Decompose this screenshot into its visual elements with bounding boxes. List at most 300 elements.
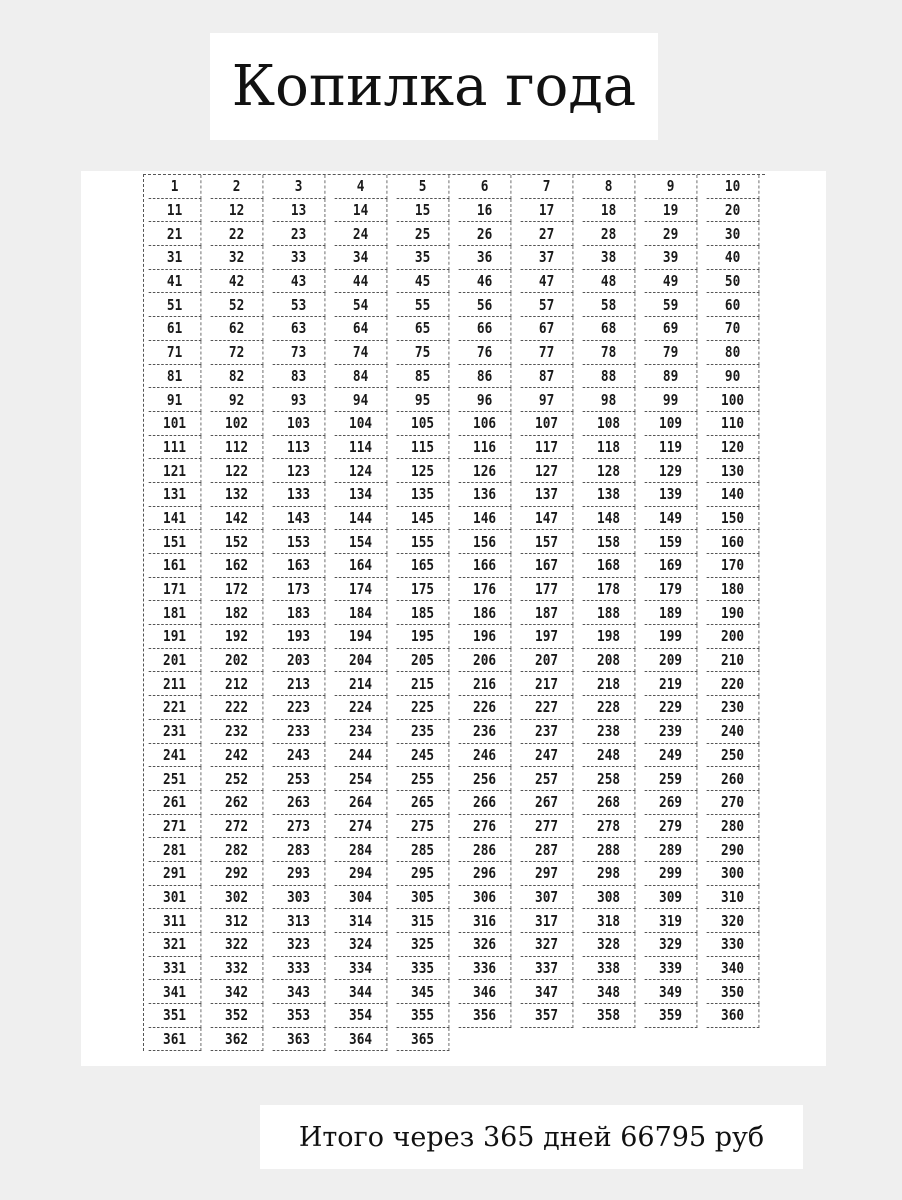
day-number: 191: [163, 627, 187, 646]
day-number: 45: [414, 272, 431, 291]
day-cell: [645, 483, 698, 507]
day-number: 312: [225, 911, 249, 930]
day-cell: [273, 649, 326, 673]
day-number: 97: [538, 390, 555, 409]
day-cell: [459, 578, 512, 602]
day-number: 120: [721, 437, 745, 456]
day-cell: [149, 483, 202, 507]
day-cell: [211, 199, 264, 223]
day-cell: [211, 270, 264, 294]
day-cell: [211, 1004, 264, 1028]
day-number: 360: [721, 1006, 745, 1025]
day-cell: [397, 838, 450, 862]
day-cell: [583, 317, 636, 341]
day-cell: [273, 578, 326, 602]
day-cell: [273, 1004, 326, 1028]
day-number: 298: [597, 864, 621, 883]
day-number: 105: [411, 414, 435, 433]
day-cell: [521, 838, 574, 862]
day-cell: [707, 696, 760, 720]
day-cell: [335, 293, 388, 317]
day-cell: [707, 317, 760, 341]
day-number: 92: [228, 390, 245, 409]
day-number: 361: [163, 1030, 187, 1049]
day-number: 90: [724, 366, 741, 385]
day-number: 318: [597, 911, 621, 930]
day-cell: [645, 720, 698, 744]
day-number: 295: [411, 864, 435, 883]
day-cell: [583, 696, 636, 720]
day-cell: [397, 957, 450, 981]
day-number: 219: [659, 674, 683, 693]
day-cell: [149, 744, 202, 768]
day-number: 293: [287, 864, 311, 883]
day-number: 190: [721, 603, 745, 622]
day-number: 266: [473, 793, 497, 812]
day-number: 127: [535, 461, 559, 480]
day-number: 33: [290, 248, 307, 267]
day-cell: [521, 791, 574, 815]
day-number: 101: [163, 414, 187, 433]
day-cell: [149, 957, 202, 981]
day-number: 252: [225, 769, 249, 788]
day-cell: [707, 436, 760, 460]
day-cell: [459, 625, 512, 649]
day-cell: [273, 862, 326, 886]
footer-banner: [260, 1105, 803, 1169]
day-cell: [273, 412, 326, 436]
day-cell: [273, 175, 326, 199]
day-number: 240: [721, 722, 745, 741]
day-number: 164: [349, 556, 373, 575]
day-cell: [459, 199, 512, 223]
day-cell: [583, 578, 636, 602]
day-cell: [149, 625, 202, 649]
day-number: 2: [232, 177, 241, 196]
day-number: 31: [166, 248, 183, 267]
day-number: 273: [287, 816, 311, 835]
day-number: 89: [662, 366, 679, 385]
day-cell: [149, 791, 202, 815]
day-number: 278: [597, 816, 621, 835]
day-number: 335: [411, 959, 435, 978]
day-cell: [335, 554, 388, 578]
title-banner: [210, 33, 658, 140]
day-number: 153: [287, 532, 311, 551]
day-number: 52: [228, 295, 245, 314]
day-number: 129: [659, 461, 683, 480]
day-number: 285: [411, 840, 435, 859]
day-number: 275: [411, 816, 435, 835]
day-number: 186: [473, 603, 497, 622]
day-number: 271: [163, 816, 187, 835]
day-cell: [521, 980, 574, 1004]
day-number: 189: [659, 603, 683, 622]
day-number: 232: [225, 722, 249, 741]
day-cell: [521, 341, 574, 365]
day-cell: [707, 459, 760, 483]
day-number: 322: [225, 935, 249, 954]
day-number: 163: [287, 556, 311, 575]
day-number: 146: [473, 508, 497, 527]
day-cell: [707, 980, 760, 1004]
day-number: 321: [163, 935, 187, 954]
day-number: 221: [163, 698, 187, 717]
day-number: 106: [473, 414, 497, 433]
day-number: 47: [538, 272, 555, 291]
day-cell: [149, 554, 202, 578]
day-cell: [211, 767, 264, 791]
day-cell: [397, 696, 450, 720]
day-cell: [273, 293, 326, 317]
day-number: 213: [287, 674, 311, 693]
day-cell: [335, 933, 388, 957]
day-number: 359: [659, 1006, 683, 1025]
day-cell: [707, 672, 760, 696]
day-cell: [583, 767, 636, 791]
day-number: 288: [597, 840, 621, 859]
day-number: 169: [659, 556, 683, 575]
day-cell: [583, 625, 636, 649]
day-number: 257: [535, 769, 559, 788]
day-number: 238: [597, 722, 621, 741]
day-number: 110: [721, 414, 745, 433]
day-cell: [707, 933, 760, 957]
day-number: 340: [721, 959, 745, 978]
day-cell: [707, 530, 760, 554]
day-number: 22: [228, 224, 245, 243]
day-number: 134: [349, 485, 373, 504]
day-number: 319: [659, 911, 683, 930]
day-number: 20: [724, 201, 741, 220]
day-number: 183: [287, 603, 311, 622]
day-cell: [335, 1028, 388, 1052]
day-number: 223: [287, 698, 311, 717]
day-number: 66: [476, 319, 493, 338]
day-cell: [211, 980, 264, 1004]
day-number: 193: [287, 627, 311, 646]
day-cell: [273, 933, 326, 957]
day-cell: [707, 175, 760, 199]
day-number: 333: [287, 959, 311, 978]
day-number: 115: [411, 437, 435, 456]
day-cell: [459, 1004, 512, 1028]
day-cell: [273, 507, 326, 531]
day-number: 304: [349, 887, 373, 906]
day-cell: [583, 815, 636, 839]
day-number: 297: [535, 864, 559, 883]
day-number: 326: [473, 935, 497, 954]
day-number: 61: [166, 319, 183, 338]
day-number: 70: [724, 319, 741, 338]
day-number: 126: [473, 461, 497, 480]
day-number: 139: [659, 485, 683, 504]
day-cell: [583, 246, 636, 270]
day-number: 316: [473, 911, 497, 930]
day-number: 206: [473, 651, 497, 670]
day-cell: [521, 436, 574, 460]
day-cell: [645, 317, 698, 341]
day-cell: [459, 696, 512, 720]
day-number: 150: [721, 508, 745, 527]
day-number: 23: [290, 224, 307, 243]
day-number: 46: [476, 272, 493, 291]
day-cell: [583, 791, 636, 815]
day-number: 262: [225, 793, 249, 812]
day-cell: [645, 649, 698, 673]
page-title: Копилка года: [231, 53, 637, 119]
day-number: 236: [473, 722, 497, 741]
day-number: 364: [349, 1030, 373, 1049]
day-number: 67: [538, 319, 555, 338]
day-cell: [335, 886, 388, 910]
day-number: 59: [662, 295, 679, 314]
day-number: 156: [473, 532, 497, 551]
day-cell: [521, 933, 574, 957]
day-number: 349: [659, 982, 683, 1001]
day-cell: [397, 601, 450, 625]
day-cell: [149, 909, 202, 933]
day-cell: [707, 909, 760, 933]
day-number: 209: [659, 651, 683, 670]
day-number: 40: [724, 248, 741, 267]
day-number: 264: [349, 793, 373, 812]
day-number: 187: [535, 603, 559, 622]
day-cell: [211, 317, 264, 341]
day-cell: [335, 365, 388, 389]
day-cell: [645, 365, 698, 389]
day-number: 332: [225, 959, 249, 978]
day-number: 165: [411, 556, 435, 575]
day-number: 54: [352, 295, 369, 314]
day-number: 24: [352, 224, 369, 243]
day-cell: [459, 222, 512, 246]
day-number: 259: [659, 769, 683, 788]
day-number: 141: [163, 508, 187, 527]
day-cell: [459, 980, 512, 1004]
day-number: 234: [349, 722, 373, 741]
day-number: 118: [597, 437, 621, 456]
day-cell: [397, 791, 450, 815]
day-cell: [149, 838, 202, 862]
day-number: 32: [228, 248, 245, 267]
day-cell: [645, 412, 698, 436]
day-cell: [149, 720, 202, 744]
day-number: 159: [659, 532, 683, 551]
day-number: 217: [535, 674, 559, 693]
day-cell: [521, 317, 574, 341]
day-number: 355: [411, 1006, 435, 1025]
day-cell: [645, 1004, 698, 1028]
day-cell: [211, 815, 264, 839]
day-cell: [583, 838, 636, 862]
day-number: 123: [287, 461, 311, 480]
day-cell: [459, 815, 512, 839]
day-cell: [707, 293, 760, 317]
day-cell: [707, 270, 760, 294]
day-number: 358: [597, 1006, 621, 1025]
day-number: 348: [597, 982, 621, 1001]
day-cell: [645, 530, 698, 554]
day-cell: [459, 672, 512, 696]
day-cell: [273, 246, 326, 270]
day-number: 62: [228, 319, 245, 338]
day-cell: [211, 388, 264, 412]
day-number: 179: [659, 580, 683, 599]
day-number: 302: [225, 887, 249, 906]
day-cell: [149, 412, 202, 436]
day-cell: [211, 175, 264, 199]
day-number: 210: [721, 651, 745, 670]
day-number: 246: [473, 745, 497, 764]
day-number: 250: [721, 745, 745, 764]
day-cell: [707, 601, 760, 625]
day-number: 317: [535, 911, 559, 930]
day-number: 64: [352, 319, 369, 338]
day-number: 197: [535, 627, 559, 646]
day-cell: [211, 649, 264, 673]
day-cell: [459, 530, 512, 554]
day-cell: [521, 554, 574, 578]
day-cell: [397, 744, 450, 768]
day-number: 224: [349, 698, 373, 717]
day-cell: [273, 909, 326, 933]
day-number: 87: [538, 366, 555, 385]
day-number: 308: [597, 887, 621, 906]
day-number: 160: [721, 532, 745, 551]
day-cell: [397, 222, 450, 246]
day-number: 124: [349, 461, 373, 480]
day-number: 57: [538, 295, 555, 314]
day-number: 100: [721, 390, 745, 409]
day-cell: [583, 459, 636, 483]
day-number: 350: [721, 982, 745, 1001]
day-number: 4: [356, 177, 365, 196]
day-number: 282: [225, 840, 249, 859]
day-cell: [459, 649, 512, 673]
day-number: 342: [225, 982, 249, 1001]
day-cell: [707, 862, 760, 886]
day-cell: [583, 554, 636, 578]
day-cell: [397, 815, 450, 839]
day-number: 330: [721, 935, 745, 954]
day-cell: [211, 744, 264, 768]
day-number: 49: [662, 272, 679, 291]
day-cell: [645, 886, 698, 910]
day-number: 76: [476, 343, 493, 362]
day-cell: [707, 341, 760, 365]
day-cell: [273, 791, 326, 815]
day-cell: [459, 293, 512, 317]
day-cell: [521, 507, 574, 531]
day-cell: [397, 199, 450, 223]
day-number: 225: [411, 698, 435, 717]
day-number: 102: [225, 414, 249, 433]
day-number: 345: [411, 982, 435, 1001]
day-number: 1: [170, 177, 179, 196]
day-cell: [335, 791, 388, 815]
day-cell: [707, 720, 760, 744]
day-number: 35: [414, 248, 431, 267]
day-cell: [521, 199, 574, 223]
day-cell: [149, 649, 202, 673]
day-cell: [149, 388, 202, 412]
day-number: 19: [662, 201, 679, 220]
day-cell: [335, 507, 388, 531]
day-cell: [273, 436, 326, 460]
day-cell: [211, 412, 264, 436]
day-cell: [335, 838, 388, 862]
day-number: 263: [287, 793, 311, 812]
day-number: 26: [476, 224, 493, 243]
day-cell: [273, 696, 326, 720]
day-number: 117: [535, 437, 559, 456]
day-number: 6: [480, 177, 489, 196]
day-cell: [707, 199, 760, 223]
day-cell: [335, 222, 388, 246]
day-number: 253: [287, 769, 311, 788]
day-cell: [707, 388, 760, 412]
day-number: 289: [659, 840, 683, 859]
day-number: 77: [538, 343, 555, 362]
day-number: 39: [662, 248, 679, 267]
day-number: 272: [225, 816, 249, 835]
day-cell: [273, 530, 326, 554]
day-number: 212: [225, 674, 249, 693]
day-cell: [645, 696, 698, 720]
day-cell: [397, 862, 450, 886]
day-cell: [273, 459, 326, 483]
day-cell: [397, 886, 450, 910]
day-number: 93: [290, 390, 307, 409]
day-cell: [397, 672, 450, 696]
day-number: 113: [287, 437, 311, 456]
day-cell: [335, 1004, 388, 1028]
day-number: 133: [287, 485, 311, 504]
day-cell: [645, 175, 698, 199]
day-number: 36: [476, 248, 493, 267]
day-number: 309: [659, 887, 683, 906]
day-cell: [273, 672, 326, 696]
day-number: 229: [659, 698, 683, 717]
day-cell: [335, 388, 388, 412]
day-cell: [273, 554, 326, 578]
day-cell: [459, 791, 512, 815]
day-cell: [707, 507, 760, 531]
day-cell: [459, 270, 512, 294]
day-cell: [397, 270, 450, 294]
day-cell: [149, 246, 202, 270]
day-number: 96: [476, 390, 493, 409]
day-number: 303: [287, 887, 311, 906]
day-cell: [521, 957, 574, 981]
day-number: 291: [163, 864, 187, 883]
day-cell: [149, 767, 202, 791]
day-number: 227: [535, 698, 559, 717]
day-cell: [521, 649, 574, 673]
day-number: 112: [225, 437, 249, 456]
day-number: 5: [418, 177, 427, 196]
day-cell: [459, 412, 512, 436]
day-cell: [521, 246, 574, 270]
day-number: 211: [163, 674, 187, 693]
day-cell: [645, 980, 698, 1004]
day-cell: [707, 957, 760, 981]
day-number: 362: [225, 1030, 249, 1049]
day-cell: [335, 199, 388, 223]
day-number: 269: [659, 793, 683, 812]
day-number: 162: [225, 556, 249, 575]
